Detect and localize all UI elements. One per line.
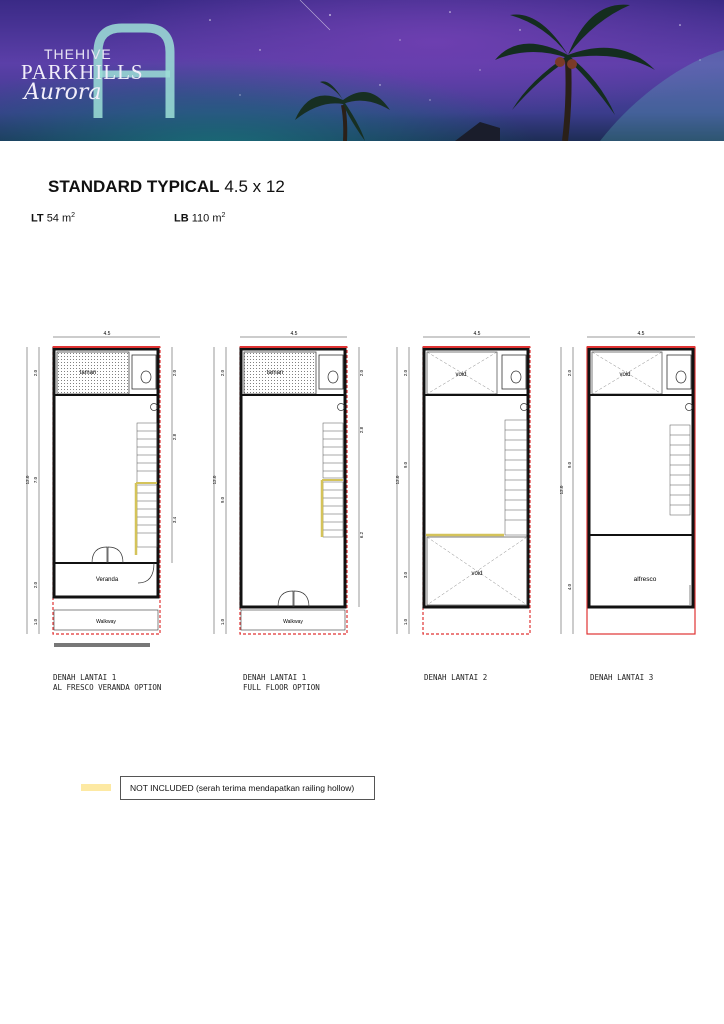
- plan1-dim-2a: 2.0: [33, 369, 38, 377]
- plan1-dim-2b: 2.0: [33, 581, 38, 589]
- plan3-dim-3: 3.0: [403, 571, 408, 579]
- plan1-taman-label: taman: [79, 370, 97, 376]
- plan2-dim-62: 6.2: [359, 531, 364, 539]
- caption-plan2-line1: DENAH LANTAI 1: [243, 673, 307, 682]
- plan3-void-bottom-label: void: [471, 571, 483, 577]
- title-size: 4.5 x 12: [224, 177, 285, 196]
- caption-plan2: [243, 673, 320, 693]
- lb-label: LB: [174, 212, 189, 225]
- plan3-dim-1: 1.0: [403, 618, 408, 626]
- brand-line-aurora: Aurora: [24, 80, 102, 105]
- caption-plan2-line2: FULL FLOOR OPTION: [243, 683, 320, 692]
- plan3-dim-6: 9.0: [403, 461, 408, 469]
- title-type: STANDARD TYPICAL: [48, 177, 220, 196]
- plan2-walkway-label: Walkway: [283, 619, 303, 625]
- plan4-void-label: void: [619, 372, 631, 378]
- brand-line-parkhills: PARKHILLS: [21, 60, 144, 84]
- plan2-dim-2b: 2.0: [359, 369, 364, 377]
- floor-plans: [0, 325, 724, 655]
- building-area: [174, 212, 225, 225]
- legend-label: NOT INCLUDED (serah terima mendapatkan railing hollow): [120, 776, 375, 800]
- plan1-dim-total: 12.0: [25, 475, 30, 485]
- lt-value: 54 m: [46, 212, 72, 225]
- lt-label: LT: [31, 212, 44, 225]
- brand-line-thehive: THEHIVE: [44, 46, 112, 62]
- plan2-dim-9: 9.0: [220, 496, 225, 504]
- legend-swatch: [81, 784, 111, 791]
- plan1-dim-34: 3.4: [172, 516, 177, 524]
- plan4-dim-total: 12.0: [559, 485, 564, 495]
- page-title: [48, 177, 285, 197]
- caption-plan3: DENAH LANTAI 2: [424, 673, 488, 682]
- plan4-alfresco-label: alfresco: [633, 576, 657, 583]
- lb-unit-exp: 2: [221, 212, 226, 219]
- land-area: [31, 212, 75, 225]
- plan1-dim-7: 7.0: [33, 476, 38, 484]
- plan4-dim-6: 9.0: [567, 461, 572, 469]
- header-banner: [0, 0, 724, 141]
- plan2-taman-label: taman: [266, 370, 284, 376]
- plan1-dim-2c: 2.0: [172, 369, 177, 377]
- plan1-width-dim: 4.5: [103, 331, 111, 337]
- plan2-dim-28: 2.8: [359, 426, 364, 434]
- plan2-dim-total: 12.0: [212, 475, 217, 485]
- plan3-dim-2: 2.0: [403, 369, 408, 377]
- plan-lantai1-veranda: [27, 337, 172, 647]
- plan-lantai3: [561, 337, 695, 634]
- caption-plan1-line1: DENAH LANTAI 1: [53, 673, 117, 682]
- plan1-veranda-label: Veranda: [95, 577, 119, 583]
- caption-plan4: DENAH LANTAI 3: [590, 673, 654, 682]
- plan4-dim-4: 4.0: [567, 583, 572, 591]
- caption-plan1: [53, 673, 161, 693]
- plan2-dim-2: 2.0: [220, 369, 225, 377]
- plan4-width-dim: 4.5: [637, 331, 645, 337]
- lb-value: 110 m: [191, 212, 222, 225]
- plan4-dim-2: 2.0: [567, 369, 572, 377]
- plan1-dim-28: 2.8: [172, 433, 177, 441]
- plan3-void-top-label: void: [455, 372, 467, 378]
- plan2-width-dim: 4.5: [290, 331, 298, 337]
- plan1-walkway-label: Walkway: [96, 619, 116, 625]
- plan2-dim-1: 1.0: [220, 618, 225, 626]
- plan3-dim-total: 12.0: [395, 475, 400, 485]
- plan-lantai1-full: [214, 337, 359, 634]
- plan3-width-dim: 4.5: [473, 331, 481, 337]
- plan1-dim-1: 1.0: [33, 618, 38, 626]
- caption-plan1-line2: AL FRESCO VERANDA OPTION: [53, 683, 162, 692]
- lt-unit-exp: 2: [71, 212, 76, 219]
- plan-lantai2: [397, 337, 530, 634]
